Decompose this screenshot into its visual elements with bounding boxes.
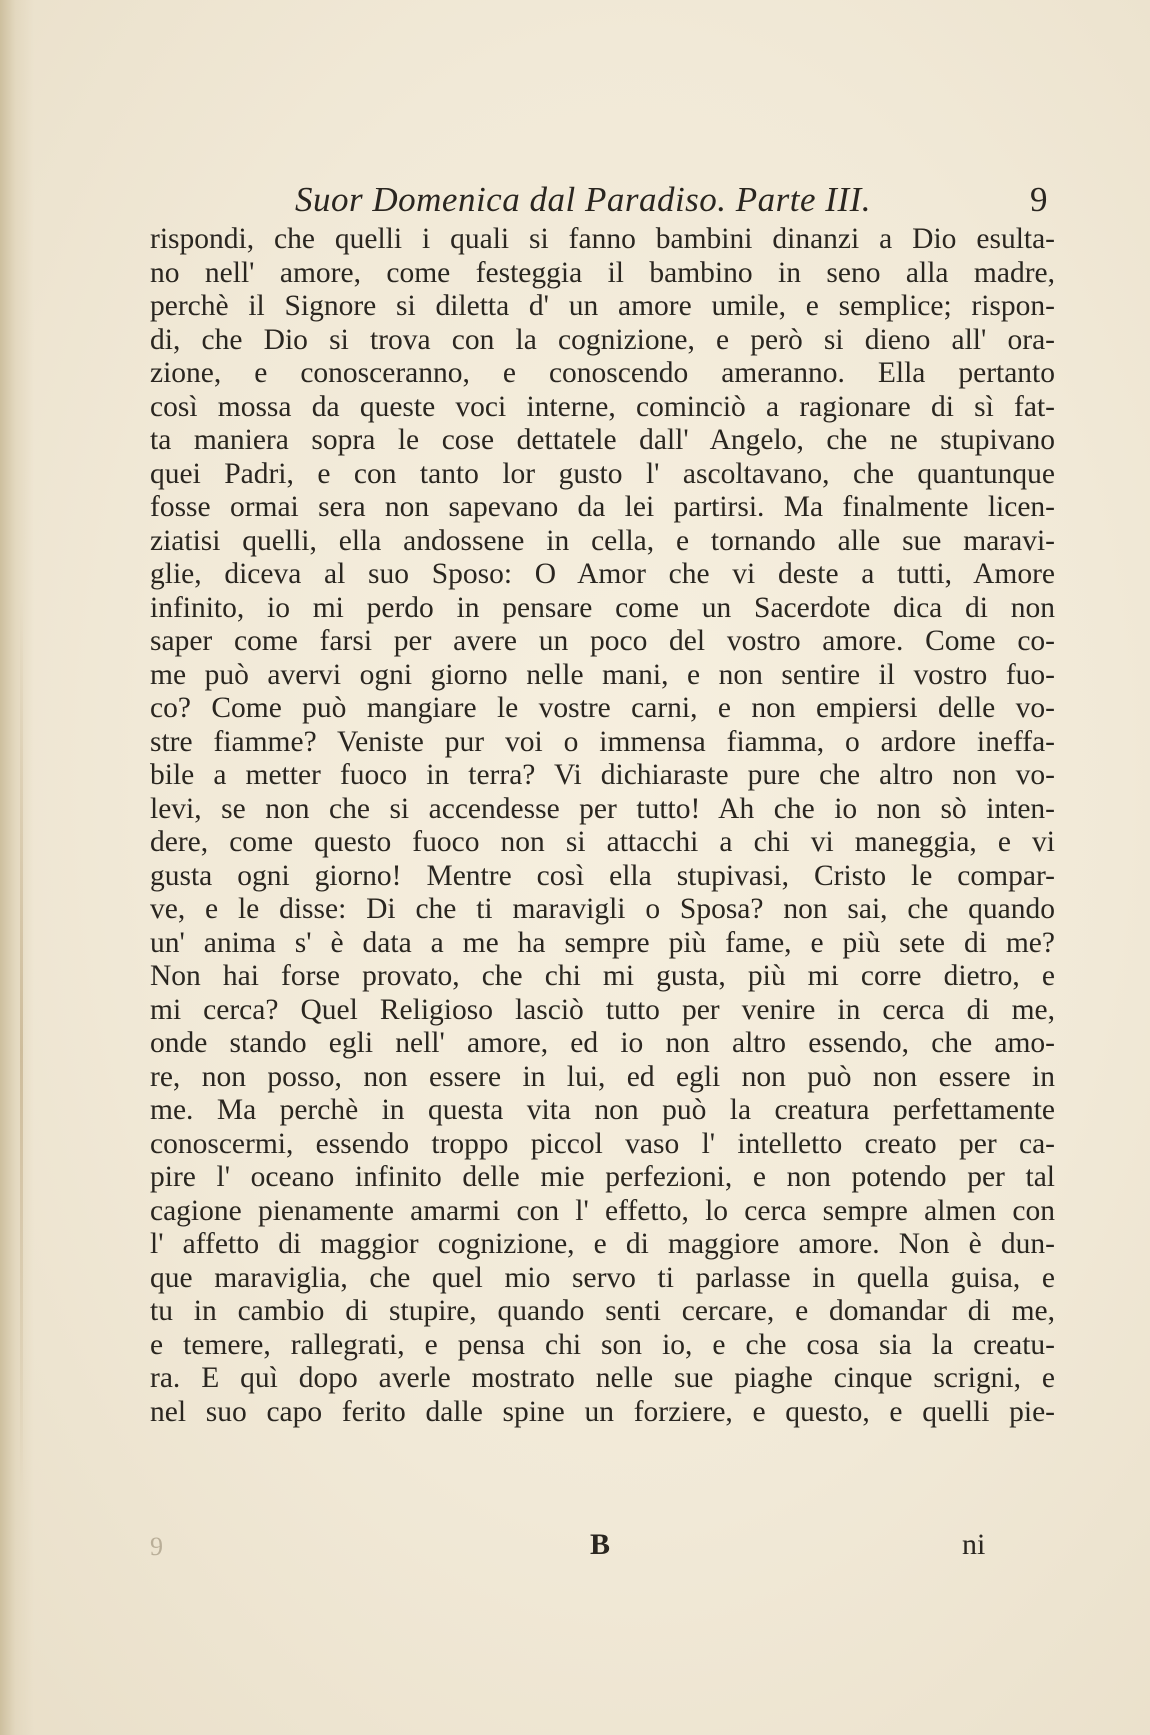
- body-text: [150, 223, 1055, 1429]
- binding-edge: [0, 0, 34, 1735]
- catchword: ni: [962, 1528, 986, 1561]
- text-line: co? Come può mangiare le vostre carni, e non empiersi delle vo-: [150, 692, 1055, 724]
- text-line: ve, e le disse: Di che ti maravigli o Sposa? non sai, che quando: [150, 893, 1055, 925]
- text-line: me può avervi ogni giorno nelle mani, e non sentire il vostro fuo-: [150, 658, 1055, 691]
- text-line: zione, e conosceranno, e conoscendo ameranno. Ella pertanto: [150, 357, 1055, 389]
- text-line: un' anima s' è data a me ha sempre più fame, e più sete di me?: [150, 926, 1055, 959]
- text-line: me. Ma perchè in questa vita non può la creatura perfettamente: [150, 1094, 1055, 1126]
- text-line: quei Padri, e con tanto lor gusto l' ascoltavano, che quantunque: [150, 457, 1055, 490]
- text-line: levi, se non che si accendesse per tutto! Ah che io non sò inten-: [150, 792, 1055, 825]
- text-line: così mossa da queste voci interne, cominciò a ragionare di sì fat-: [150, 390, 1055, 423]
- page-number: 9: [1030, 180, 1048, 219]
- text-line: fosse ormai sera non sapevano da lei partirsi. Ma finalmente licen-: [150, 491, 1055, 523]
- text-line: tu in cambio di stupire, quando senti cercare, e domandar di me,: [150, 1295, 1055, 1327]
- text-line: glie, diceva al suo Sposo: O Amor che vi deste a tutti, Amore: [150, 558, 1055, 590]
- text-line: infinito, io mi perdo in pensare come un Sacerdote dica di non: [150, 591, 1055, 624]
- text-line: l' affetto di maggior cognizione, e di maggiore amore. Non è dun-: [150, 1228, 1055, 1260]
- text-line: pire l' oceano infinito delle mie perfezioni, e non potendo per tal: [150, 1161, 1055, 1193]
- text-line: onde stando egli nell' amore, ed io non altro essendo, che amo-: [150, 1027, 1055, 1059]
- text-line: dere, come questo fuoco non si attacchi a chi vi maneggia, e vi: [150, 826, 1055, 858]
- text-line: e temere, rallegrati, e pensa chi son io, e che cosa sia la creatu-: [150, 1328, 1055, 1361]
- text-line: di, che Dio si trova con la cognizione, e però si dieno all' ora-: [150, 323, 1055, 356]
- text-line: re, non posso, non essere in lui, ed egli non può non essere in: [150, 1060, 1055, 1093]
- text-line: stre fiamme? Veniste pur voi o immensa fiamma, o ardore ineffa-: [150, 725, 1055, 758]
- text-line: ra. E quì dopo averle mostrato nelle sue piaghe cinque scrigni, e: [150, 1362, 1055, 1394]
- text-line: rispondi, che quelli i quali si fanno bambini dinanzi a Dio esulta-: [150, 223, 1055, 255]
- text-line: Non hai forse provato, che chi mi gusta, più mi corre dietro, e: [150, 960, 1055, 992]
- text-line: conoscermi, essendo troppo piccol vaso l' intelletto creato per ca-: [150, 1127, 1055, 1160]
- text-line: gusta ogni giorno! Mentre così ella stupivasi, Cristo le compar-: [150, 859, 1055, 892]
- text-line: cagione pienamente amarmi con l' effetto, lo cerca sempre almen con: [150, 1194, 1055, 1227]
- page-header: [150, 176, 1050, 224]
- page-footer: [150, 1525, 1050, 1565]
- text-line: bile a metter fuoco in terra? Vi dichiaraste pure che altro non vo-: [150, 759, 1055, 791]
- text-line: mi cerca? Quel Religioso lasciò tutto per venire in cerca di me,: [150, 993, 1055, 1026]
- running-title: Suor Domenica dal Paradiso. Parte III.: [295, 180, 872, 219]
- text-line: saper come farsi per avere un poco del vostro amore. Come co-: [150, 625, 1055, 657]
- signature-mark: B: [590, 1528, 611, 1561]
- text-line: ziatisi quelli, ella andossene in cella, e tornando alle sue maravi-: [150, 524, 1055, 557]
- text-line: ta maniera sopra le cose dettatele dall' Angelo, che ne stupivano: [150, 424, 1055, 456]
- text-line: que maraviglia, che quel mio servo ti parlasse in quella guisa, e: [150, 1261, 1055, 1294]
- show-through-mark: 9: [150, 1532, 163, 1561]
- text-line: perchè il Signore si diletta d' un amore umile, e semplice; rispon-: [150, 290, 1055, 322]
- text-line: no nell' amore, come festeggia il bambino in seno alla madre,: [150, 256, 1055, 289]
- text-line: nel suo capo ferito dalle spine un forziere, e questo, e quelli pie-: [150, 1395, 1055, 1428]
